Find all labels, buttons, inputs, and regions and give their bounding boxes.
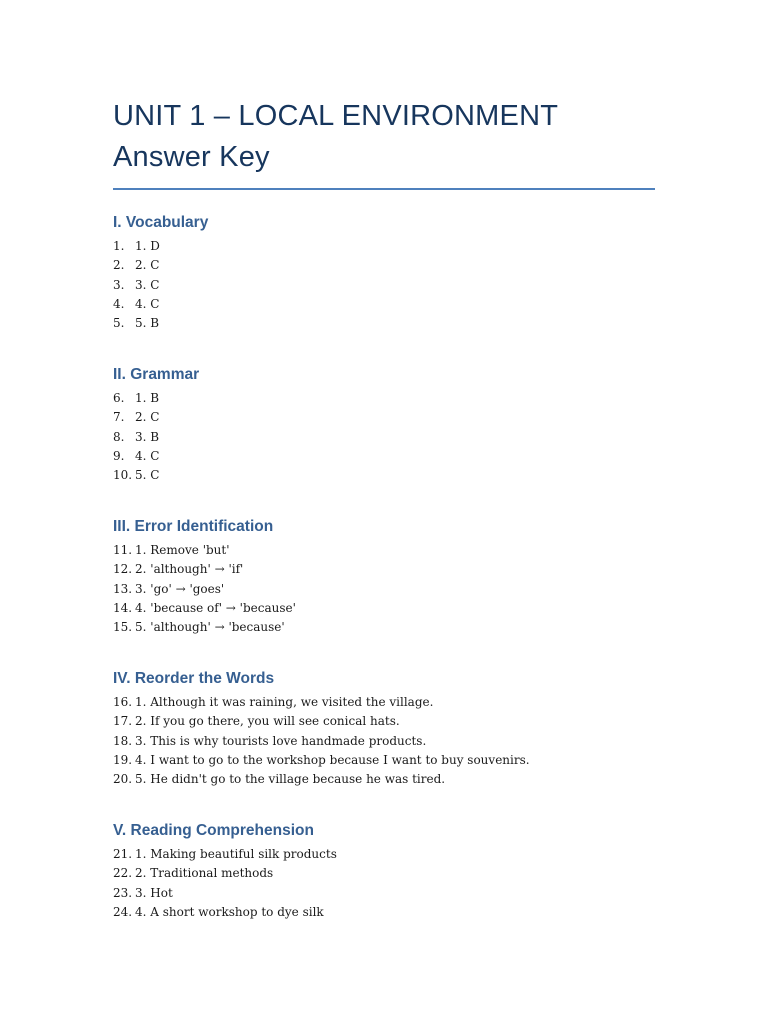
section-heading: II. Grammar xyxy=(113,366,200,383)
item-answer: 2. 'although' → 'if' xyxy=(135,562,244,577)
item-number: 19. xyxy=(113,752,133,767)
list-item xyxy=(113,732,530,751)
item-answer: 4. A short workshop to dye silk xyxy=(135,904,324,919)
item-answer: 1. B xyxy=(135,391,160,405)
section-error-identification xyxy=(113,517,296,637)
list-item xyxy=(113,693,530,712)
item-answer: 1. D xyxy=(135,239,160,253)
item-number: 11. xyxy=(113,543,133,557)
list-item xyxy=(113,314,208,333)
item-answer: 3. This is why tourists love handmade products. xyxy=(135,733,427,748)
list-item xyxy=(113,560,296,579)
list-item xyxy=(113,903,337,922)
item-number: 20. xyxy=(113,772,133,787)
section-heading: I. Vocabulary xyxy=(113,214,209,231)
section-heading: IV. Reorder the Words xyxy=(113,670,275,687)
section-vocabulary xyxy=(113,213,208,333)
item-number: 21. xyxy=(113,847,133,861)
section-reading-comprehension xyxy=(113,821,337,922)
item-answer: 4. I want to go to the workshop because I want to buy souvenirs. xyxy=(135,752,530,767)
list-item xyxy=(113,276,208,295)
title-line-2: Answer Key xyxy=(113,141,270,173)
item-answer: 4. C xyxy=(135,448,160,463)
section-grammar xyxy=(113,365,199,485)
item-answer: 5. 'although' → 'because' xyxy=(135,620,285,635)
list-item xyxy=(113,237,208,256)
answer-list xyxy=(113,845,337,922)
answer-list xyxy=(113,237,208,333)
item-number: 13. xyxy=(113,581,133,596)
list-item xyxy=(113,864,337,883)
list-item xyxy=(113,884,337,903)
item-answer: 3. Hot xyxy=(135,885,173,900)
list-item xyxy=(113,295,208,314)
item-answer: 2. C xyxy=(135,258,160,273)
item-number: 24. xyxy=(113,904,133,919)
item-number: 2. xyxy=(113,258,125,273)
document-page xyxy=(113,96,655,919)
answer-list xyxy=(113,693,530,789)
list-item xyxy=(113,541,296,560)
item-answer: 4. C xyxy=(135,296,160,311)
item-number: 4. xyxy=(113,296,125,311)
item-number: 12. xyxy=(113,562,133,577)
item-number: 9. xyxy=(113,448,125,463)
item-number: 23. xyxy=(113,885,133,900)
item-number: 8. xyxy=(113,429,125,444)
list-item xyxy=(113,408,199,427)
list-item xyxy=(113,447,199,466)
item-number: 17. xyxy=(113,714,133,729)
list-item xyxy=(113,770,530,789)
list-item xyxy=(113,389,199,408)
item-number: 18. xyxy=(113,733,133,748)
list-item xyxy=(113,751,530,770)
section-reorder-words xyxy=(113,669,530,789)
item-answer: 3. 'go' → 'goes' xyxy=(135,581,225,596)
item-number: 16. xyxy=(113,695,133,709)
list-item xyxy=(113,712,530,731)
item-answer: 1. Remove 'but' xyxy=(135,543,230,557)
item-answer: 2. C xyxy=(135,410,160,425)
list-item xyxy=(113,580,296,599)
item-answer: 5. He didn't go to the village because he was tired. xyxy=(135,772,446,787)
item-answer: 2. Traditional methods xyxy=(135,866,274,881)
item-answer: 4. 'because of' → 'because' xyxy=(135,600,296,615)
list-item xyxy=(113,256,208,275)
item-number: 6. xyxy=(113,391,125,405)
item-number: 1. xyxy=(113,239,125,253)
list-item xyxy=(113,428,199,447)
item-answer: 5. C xyxy=(135,468,160,483)
title-line-1: UNIT 1 – LOCAL ENVIRONMENT xyxy=(113,100,559,132)
item-number: 5. xyxy=(113,316,125,331)
answer-list xyxy=(113,541,296,637)
title-divider xyxy=(113,188,655,190)
list-item xyxy=(113,618,296,637)
item-answer: 1. Although it was raining, we visited the village. xyxy=(135,695,434,709)
item-answer: 3. B xyxy=(135,429,160,444)
item-number: 14. xyxy=(113,600,133,615)
item-number: 10. xyxy=(113,468,133,483)
list-item xyxy=(113,845,337,864)
document-title xyxy=(113,96,655,178)
item-number: 3. xyxy=(113,277,125,292)
answer-list xyxy=(113,389,199,485)
item-answer: 3. C xyxy=(135,277,160,292)
item-number: 7. xyxy=(113,410,125,425)
item-answer: 5. B xyxy=(135,316,160,331)
item-number: 15. xyxy=(113,620,133,635)
list-item xyxy=(113,599,296,618)
list-item xyxy=(113,466,199,485)
item-answer: 1. Making beautiful silk products xyxy=(135,847,337,861)
item-number: 22. xyxy=(113,866,133,881)
section-heading: III. Error Identification xyxy=(113,518,274,535)
item-answer: 2. If you go there, you will see conical hats. xyxy=(135,714,400,729)
section-heading: V. Reading Comprehension xyxy=(113,822,314,839)
